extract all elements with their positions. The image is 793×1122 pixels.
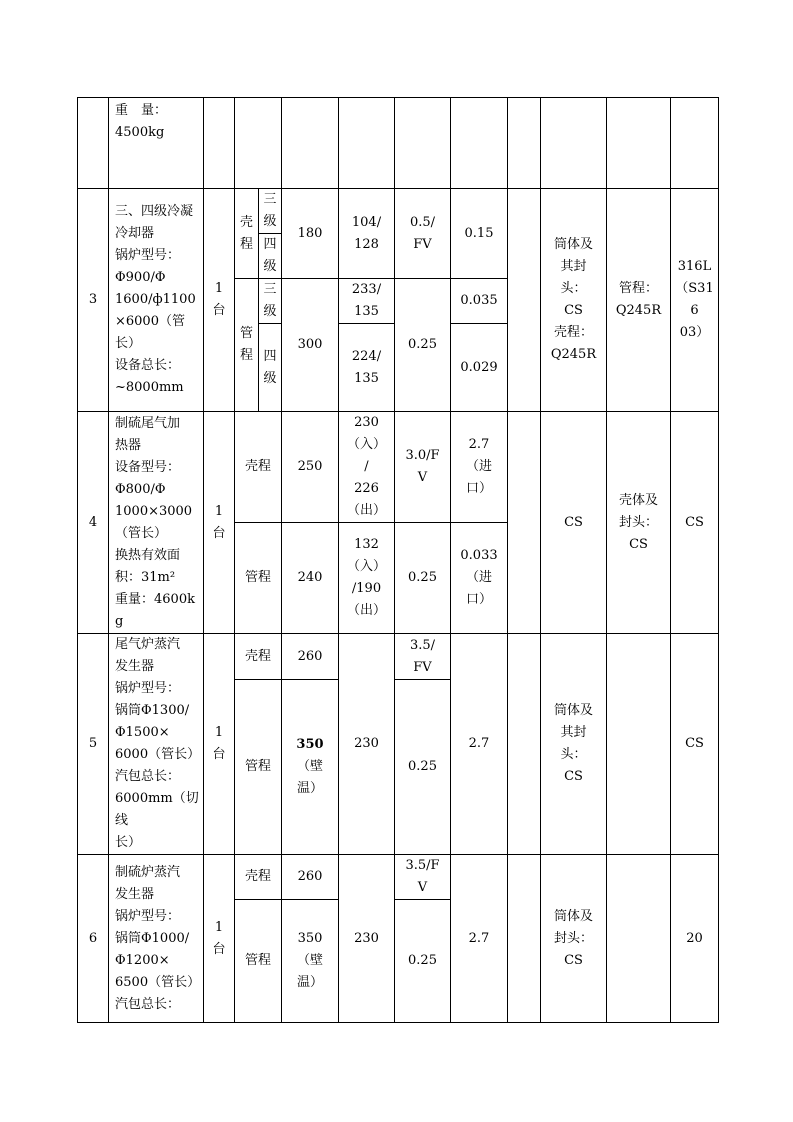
side-label-tube: 管程: [235, 680, 282, 855]
empty-cell: [508, 412, 541, 634]
stage-label: 三 级: [259, 189, 282, 234]
equipment-description: [109, 189, 204, 412]
empty-cell: [508, 634, 541, 855]
design-temp: 300: [282, 279, 339, 412]
desc-line: 1600/ф1100: [115, 292, 196, 307]
desc-line: 制硫炉蒸汽: [115, 864, 181, 880]
operating-pressure: 0.035: [451, 279, 508, 324]
design-temp: 250: [282, 412, 339, 523]
desc-line: ×6000（管: [115, 314, 185, 329]
operating-pressure: 2.7 （进 口）: [451, 412, 508, 523]
empty-cell: [451, 98, 508, 189]
desc-line: ~8000mm: [115, 380, 184, 395]
side-label-shell: 壳程: [235, 634, 282, 680]
empty-cell: [204, 98, 235, 189]
desc-line: 汽包总长：: [115, 769, 181, 784]
desc-line: 三、四级冷凝: [115, 204, 194, 219]
operating-temp: 132 （入） /190 （出）: [339, 523, 395, 634]
operating-temp: 224/ 135: [339, 324, 395, 412]
design-pressure: 3.0/F V: [395, 412, 451, 523]
desc-line: 重 量：: [115, 103, 168, 118]
quantity: 1 台: [204, 412, 235, 634]
desc-line: 4500kg: [115, 125, 165, 140]
design-pressure: 3.5/ FV: [395, 634, 451, 680]
desc-line: 锅炉型号：: [115, 908, 181, 924]
side-label-shell: 壳程: [235, 412, 282, 523]
equipment-description: [109, 98, 204, 189]
design-pressure: 0.25: [395, 279, 451, 412]
desc-line: 冷却器: [115, 226, 155, 241]
row-number: 4: [78, 412, 109, 634]
empty-cell: [508, 98, 541, 189]
quantity: 1 台: [204, 189, 235, 412]
side-label-shell: 壳 程: [235, 189, 259, 279]
desc-line: 换热有效面: [115, 547, 181, 563]
desc-line: 积：31m²: [115, 569, 176, 585]
desc-line: 6500（管长）: [115, 974, 201, 990]
material-last: 20: [671, 855, 719, 1023]
stage-label: 三 级: [259, 279, 282, 324]
stage-label: 四 级: [259, 324, 282, 412]
empty-cell: [541, 98, 607, 189]
quantity: 1 台: [204, 634, 235, 855]
design-pressure: 0.25: [395, 680, 451, 855]
empty-cell: [339, 98, 395, 189]
table-row: [78, 412, 719, 523]
material-main: 筒体及 其封 头： CS: [541, 634, 607, 855]
desc-line: 锅筒Φ1000/: [115, 930, 190, 946]
row-number: 3: [78, 189, 109, 412]
side-label-shell: 壳程: [235, 855, 282, 900]
design-pressure: 0.25: [395, 900, 451, 1023]
desc-line: 锅筒Φ1300/: [115, 703, 190, 718]
desc-line: 设备总长：: [115, 358, 181, 373]
operating-pressure: 0.15: [451, 189, 508, 279]
material-tube: [607, 855, 671, 1023]
desc-line: 6000mm（切线: [115, 791, 199, 828]
table-row: [78, 98, 719, 189]
table-row: [78, 189, 719, 234]
operating-temp: 104/ 128: [339, 189, 395, 279]
desc-line: 设备型号：: [115, 459, 181, 475]
design-temp: [282, 680, 339, 855]
side-label-tube: 管 程: [235, 279, 259, 412]
desc-line: 重量：4600kg: [115, 591, 195, 629]
desc-line: 锅炉型号：: [115, 681, 181, 696]
design-temp: 260: [282, 855, 339, 900]
desc-line: 长）: [115, 835, 142, 850]
stage-label: 四 级: [259, 234, 282, 279]
desc-line: （管长）: [115, 525, 168, 541]
desc-line: Φ1200×: [115, 952, 170, 968]
design-pressure: 0.25: [395, 523, 451, 634]
material-main: 筒体及 其封 头： CS 壳程： Q245R: [541, 189, 607, 412]
empty-cell: [508, 855, 541, 1023]
equipment-description: [109, 412, 204, 634]
desc-line: Φ900/Φ: [115, 270, 166, 285]
side-label-tube: 管程: [235, 900, 282, 1023]
table-row: [78, 634, 719, 680]
quantity: 1 台: [204, 855, 235, 1023]
empty-cell: [395, 98, 451, 189]
desc-line: 制硫尾气加: [115, 415, 181, 431]
desc-line: 热器: [115, 437, 142, 453]
table-row: [78, 855, 719, 900]
material-tube: 管程： Q245R: [607, 189, 671, 412]
desc-line: 6000（管长）: [115, 747, 201, 762]
empty-cell: [671, 98, 719, 189]
desc-line: 尾气炉蒸汽: [115, 637, 181, 652]
material-main: CS: [541, 412, 607, 634]
design-temp: 240: [282, 523, 339, 634]
design-pressure: 0.5/ FV: [395, 189, 451, 279]
operating-pressure: 2.7: [451, 634, 508, 855]
side-label-tube: 管程: [235, 523, 282, 634]
material-main: 筒体及 封头： CS: [541, 855, 607, 1023]
operating-pressure: 0.033 （进 口）: [451, 523, 508, 634]
empty-cell: [282, 98, 339, 189]
row-number: 6: [78, 855, 109, 1023]
design-temp-value: 350: [296, 737, 324, 753]
desc-line: 锅炉型号：: [115, 248, 181, 263]
empty-cell: [235, 98, 282, 189]
operating-temp: 230: [339, 855, 395, 1023]
empty-cell: [508, 189, 541, 412]
operating-pressure: 0.029: [451, 324, 508, 412]
material-last: CS: [671, 634, 719, 855]
row-number: [78, 98, 109, 189]
design-temp: 260: [282, 634, 339, 680]
desc-line: Φ1500×: [115, 725, 170, 740]
design-pressure: 3.5/F V: [395, 855, 451, 900]
design-temp: 350 （壁 温）: [282, 900, 339, 1023]
material-tube: 壳体及 封头： CS: [607, 412, 671, 634]
design-temp: 180: [282, 189, 339, 279]
desc-line: Φ800/Φ: [115, 481, 166, 497]
material-last: CS: [671, 412, 719, 634]
desc-line: 发生器: [115, 886, 155, 902]
equipment-description: [109, 855, 204, 1023]
desc-line: 汽包总长：: [115, 996, 181, 1012]
material-last: 316L （S316 03）: [671, 189, 719, 412]
equipment-table: [77, 97, 719, 1023]
operating-temp: 233/ 135: [339, 279, 395, 324]
material-tube: [607, 634, 671, 855]
desc-line: 长）: [115, 336, 142, 351]
design-temp-note: （壁 温）: [296, 759, 323, 797]
empty-cell: [607, 98, 671, 189]
desc-line: 发生器: [115, 659, 155, 674]
desc-line: 1000×3000: [115, 503, 193, 519]
equipment-description: [109, 634, 204, 855]
row-number: 5: [78, 634, 109, 855]
operating-temp: 230 （入） / 226 （出）: [339, 412, 395, 523]
operating-pressure: 2.7: [451, 855, 508, 1023]
operating-temp: 230: [339, 634, 395, 855]
